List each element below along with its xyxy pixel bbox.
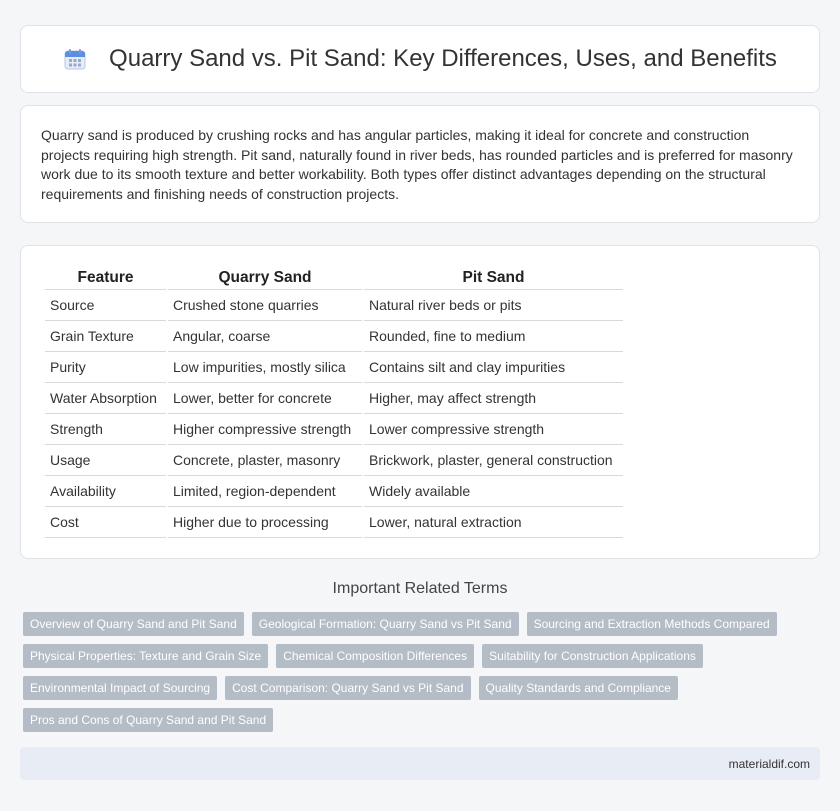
table-cell: Grain Texture [45,321,166,352]
table-row [45,383,623,414]
table-header-row [45,266,623,290]
table-cell: Rounded, fine to medium [364,321,623,352]
related-term-tag[interactable]: Pros and Cons of Quarry Sand and Pit Sand [23,708,273,732]
table-cell: Lower, better for concrete [168,383,362,414]
related-term-tag[interactable]: Quality Standards and Compliance [479,676,678,700]
table-cell: Concrete, plaster, masonry [168,445,362,476]
calendar-icon [63,47,87,71]
table-cell: Higher compressive strength [168,414,362,445]
related-term-tag[interactable]: Overview of Quarry Sand and Pit Sand [23,612,244,636]
table-cell: Higher due to processing [168,507,362,538]
table-cell: Angular, coarse [168,321,362,352]
comparison-table [43,266,625,538]
footer [20,747,820,780]
related-term-tag[interactable]: Geological Formation: Quarry Sand vs Pit Sand [252,612,519,636]
column-header-quarry-sand: Quarry Sand [168,266,362,290]
page-title: Quarry Sand vs. Pit Sand: Key Differences, Uses, and Benefits [109,45,777,72]
table-row [45,414,623,445]
table-cell: Water Absorption [45,383,166,414]
header-card [20,25,820,93]
table-row [45,476,623,507]
table-row [45,445,623,476]
title-wrap [63,45,777,73]
table-cell: Purity [45,352,166,383]
table-cell: Higher, may affect strength [364,383,623,414]
table-cell: Crushed stone quarries [168,290,362,321]
table-row [45,321,623,352]
related-term-tag[interactable]: Environmental Impact of Sourcing [23,676,217,700]
comparison-table-card [20,245,820,559]
table-cell: Cost [45,507,166,538]
related-term-tag[interactable]: Physical Properties: Texture and Grain Size [23,644,268,668]
table-cell: Lower compressive strength [364,414,623,445]
intro-text: Quarry sand is produced by crushing rocks and has angular particles, making it ideal for concrete and construction projects requiring high strength. Pit sand, naturally found in river beds, has rounded particles and is preferred for masonry work due to its smooth texture and better workability. Both types offer distinct advantages depending on the structural requirements and finishing needs of construction projects. [41,127,793,202]
table-row [45,507,623,538]
table-cell: Usage [45,445,166,476]
table-cell: Availability [45,476,166,507]
related-term-tag[interactable]: Cost Comparison: Quarry Sand vs Pit Sand [225,676,470,700]
table-cell: Widely available [364,476,623,507]
table-cell: Source [45,290,166,321]
column-header-pit-sand: Pit Sand [364,266,623,290]
table-cell: Strength [45,414,166,445]
related-term-tag[interactable]: Suitability for Construction Applications [482,644,703,668]
table-row [45,290,623,321]
related-terms-tags [23,612,813,740]
table-cell: Low impurities, mostly silica [168,352,362,383]
table-row [45,352,623,383]
table-cell: Brickwork, plaster, general construction [364,445,623,476]
column-header-feature: Feature [45,266,166,290]
related-term-tag[interactable]: Chemical Composition Differences [276,644,474,668]
related-term-tag[interactable]: Sourcing and Extraction Methods Compared [527,612,777,636]
table-cell: Limited, region-dependent [168,476,362,507]
footer-site-link[interactable]: materialdif.com [728,756,810,771]
table-cell: Natural river beds or pits [364,290,623,321]
table-cell: Lower, natural extraction [364,507,623,538]
related-terms-heading: Important Related Terms [332,580,508,597]
intro-card [20,105,820,223]
table-cell: Contains silt and clay impurities [364,352,623,383]
